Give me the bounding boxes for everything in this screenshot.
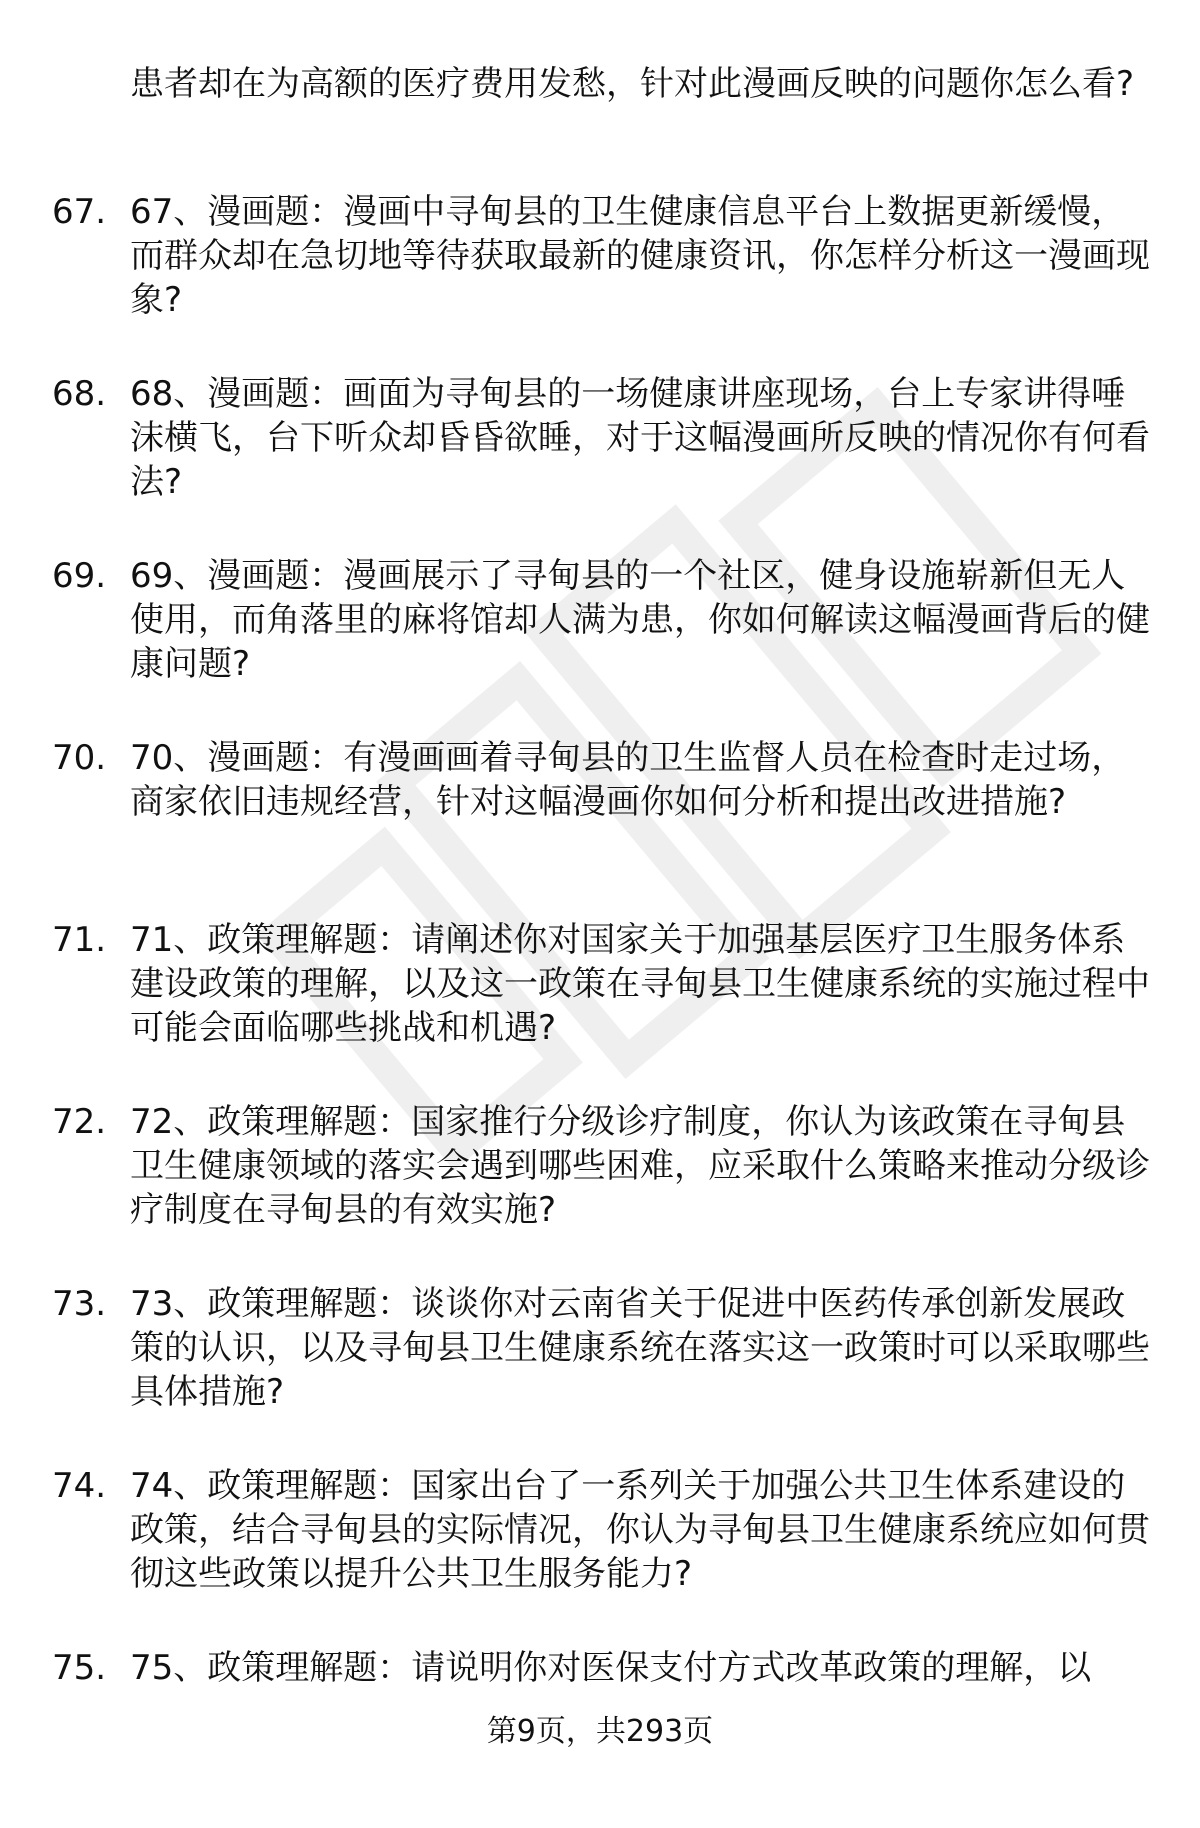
question-text: 67、漫画题：漫画中寻甸县的卫生健康信息平台上数据更新缓慢，而群众却在急切地等待获取最新的健康资讯，你怎样分析这一漫画现象?	[130, 192, 1150, 320]
question-text: 70、漫画题：有漫画画着寻甸县的卫生监督人员在检查时走过场，商家依旧违规经营，针对这幅漫画你如何分析和提出改进措施?	[130, 738, 1126, 822]
list-item	[0, 736, 1200, 918]
question-text: 75、政策理解题：请说明你对医保支付方式改革政策的理解，以	[130, 1648, 1092, 1688]
list-item	[0, 1282, 1200, 1464]
question-text: 72、政策理解题：国家推行分级诊疗制度，你认为该政策在寻甸县卫生健康领域的落实会遇到哪些困难，应采取什么策略来推动分级诊疗制度在寻甸县的有效实施?	[130, 1102, 1150, 1230]
list-item	[0, 918, 1200, 1100]
question-number: 73.	[52, 1284, 107, 1324]
question-number: 70.	[52, 738, 107, 778]
continuation-paragraph: 患者却在为高额的医疗费用发愁，针对此漫画反映的问题你怎么看?	[130, 64, 1135, 104]
question-list	[0, 190, 1200, 1828]
question-number: 74.	[52, 1466, 107, 1506]
question-text: 74、政策理解题：国家出台了一系列关于加强公共卫生体系建设的政策，结合寻甸县的实际情况，你认为寻甸县卫生健康系统应如何贯彻这些政策以提升公共卫生服务能力?	[130, 1466, 1150, 1594]
question-number: 68.	[52, 374, 107, 414]
question-text: 73、政策理解题：谈谈你对云南省关于促进中医药传承创新发展政策的认识，以及寻甸县卫生健康系统在落实这一政策时可以采取哪些具体措施?	[130, 1284, 1150, 1412]
list-item	[0, 1464, 1200, 1646]
question-text: 68、漫画题：画面为寻甸县的一场健康讲座现场，台上专家讲得唾沫横飞，台下听众却昏昏欲睡，对于这幅漫画所反映的情况你有何看法?	[130, 374, 1150, 502]
question-text: 71、政策理解题：请阐述你对国家关于加强基层医疗卫生服务体系建设政策的理解，以及这一政策在寻甸县卫生健康系统的实施过程中可能会面临哪些挑战和机遇?	[130, 920, 1150, 1048]
list-item	[0, 190, 1200, 372]
question-number: 67.	[52, 192, 107, 232]
page-footer: 第9页，共293页	[486, 1714, 714, 1749]
question-number: 69.	[52, 556, 107, 596]
question-number: 71.	[52, 920, 107, 960]
list-item	[0, 554, 1200, 736]
list-item	[0, 1100, 1200, 1282]
question-text: 69、漫画题：漫画展示了寻甸县的一个社区，健身设施崭新但无人使用，而角落里的麻将馆却人满为患，你如何解读这幅漫画背后的健康问题?	[130, 556, 1150, 684]
question-number: 72.	[52, 1102, 107, 1142]
question-number: 75.	[52, 1648, 107, 1688]
list-item	[0, 372, 1200, 554]
